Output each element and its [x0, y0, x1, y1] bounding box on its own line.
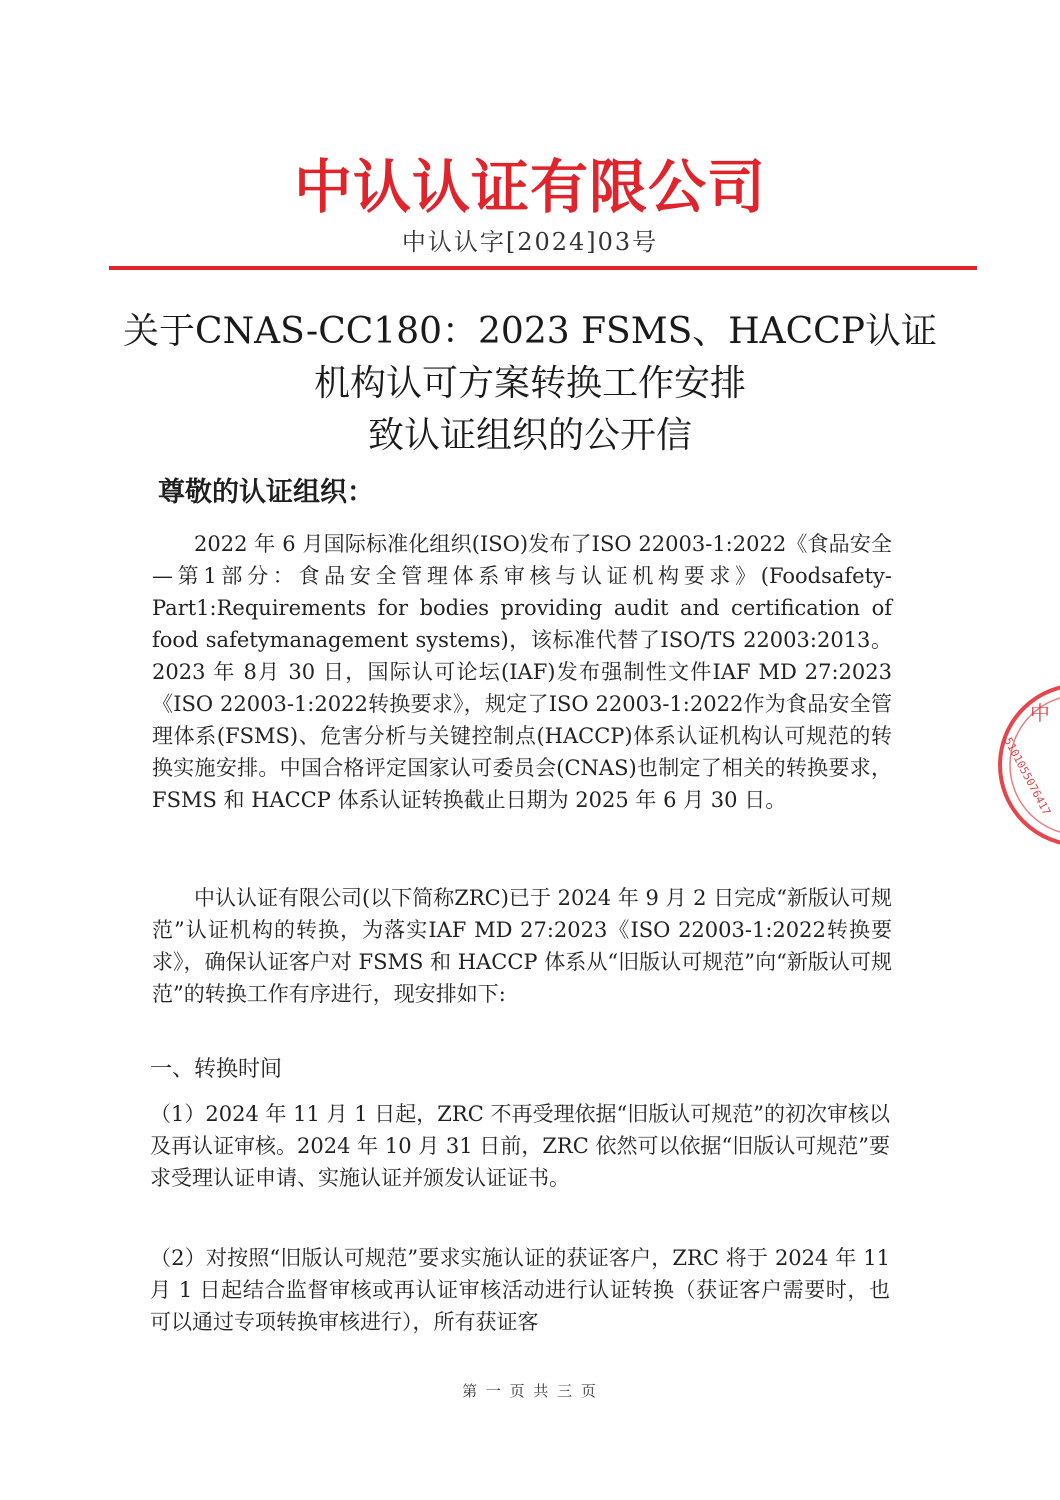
title-line-3: 致认证组织的公开信	[367, 415, 692, 456]
title-line-2: 机构认可方案转换工作安排	[313, 363, 746, 404]
document-number: 中认认字[2024]03号	[401, 228, 659, 256]
organization-letterhead: 中认认证有限公司	[293, 153, 766, 221]
section-item-1: （1）2024 年 11 月 1 日起，ZRC 不再受理依据“旧版认可规范”的初次审核以及再认证审核。2024 年 10 月 31 日前，ZRC 依然可以依据“旧版认可规范”要求受理认证申请、实施认证并颁发认证证书。	[150, 1102, 890, 1190]
red-seal-stamp-icon	[990, 670, 1060, 860]
section-heading-transition-time: 一、转换时间	[150, 1057, 283, 1082]
red-divider-line	[109, 266, 977, 270]
seal-number: 5101055076417	[1001, 735, 1054, 818]
salutation: 尊敬的认证组织：	[158, 477, 374, 508]
document-title	[0, 306, 1060, 462]
paragraph-arrangement: 中认认证有限公司(以下简称ZRC)已于 2024 年 9 月 2 日完成“新版认可规范”认证机构的转换，为落实IAF MD 27:2023《ISO 22003-1:2022转换要求》，确保认证客户对 FSMS 和 HACCP 体系从“旧版认可规范”向“新版认可规范”的转换工作有序进行，现安排如下:	[152, 886, 892, 1006]
seal-char: 中	[1030, 701, 1050, 725]
section-item-2: （2）对按照“旧版认可规范”要求实施认证的获证客户，ZRC 将于 2024 年 11 月 1 日起结合监督审核或再认证审核活动进行认证转换（获证客户需要时，也可以通过专项转换审核进行），所有获证客	[150, 1246, 890, 1334]
paragraph-background: 2022 年 6 月国际标准化组织(ISO)发布了ISO 22003-1:2022《食品安全—第1部分：食品安全管理体系审核与认证机构要求》(Foodsafety-Part1:Requirements for bodies providing audit and certification of food safetymanagement systems)，该标准代替了ISO/TS 22003:2013。2023 年 8月 30 日，国际认可论坛(IAF)发布强制性文件IAF MD 27:2023《ISO 22003-1:2022转换要求》，规定了ISO 22003-1:2022作为食品安全管理体系(FSMS)、危害分析与关键控制点(HACCP)体系认证机构认可规范的转换实施安排。中国合格评定国家认可委员会(CNAS)也制定了相关的转换要求，FSMS 和 HACCP 体系认证转换截止日期为 2025 年 6 月 30 日。	[152, 532, 892, 812]
page-footer: 第 一 页 共 三 页	[462, 1382, 598, 1400]
title-line-1: 关于CNAS-CC180：2023 FSMS、HACCP认证	[123, 311, 937, 352]
